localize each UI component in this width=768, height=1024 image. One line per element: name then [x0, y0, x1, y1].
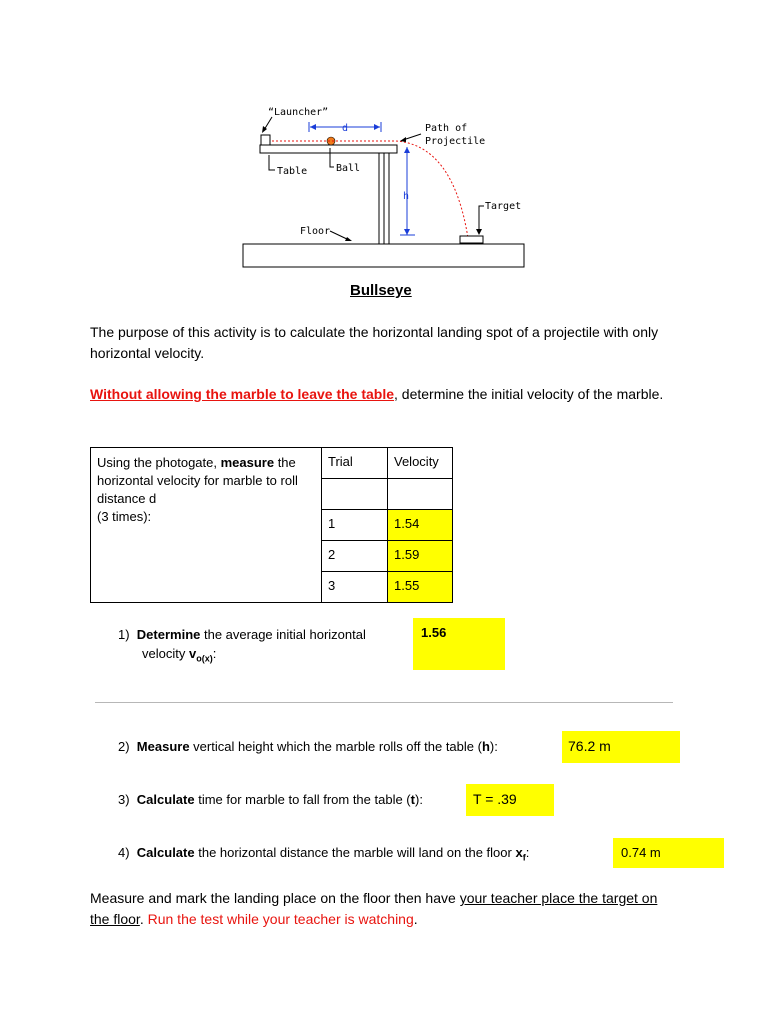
ball-label: Ball — [336, 163, 361, 174]
launcher-label: “Launcher” — [268, 107, 329, 118]
instruction-emphasis: Without allowing the marble to leave the table — [90, 386, 395, 402]
divider — [95, 702, 673, 703]
floor-slab — [243, 244, 524, 267]
empty-cell — [322, 479, 388, 510]
trial-number: 2 — [322, 541, 388, 572]
target — [460, 236, 483, 243]
step-2: 2) Measure vertical height which the marble rolls off the table (h): — [118, 739, 498, 754]
closing-underlined: your teacher place the target on the floor — [90, 890, 658, 927]
closing-paragraph: Measure and mark the landing place on the floor then have your teacher place the target on the floor. Run the test while your teacher is watching. — [90, 890, 658, 927]
launcher-block — [261, 135, 270, 145]
answer-box-2 — [562, 731, 680, 763]
trial-number: 1 — [322, 510, 388, 541]
target-label: Target — [485, 201, 522, 212]
velocity-value: 1.59 — [388, 541, 453, 572]
velocity-value: 1.54 — [388, 510, 453, 541]
trial-number: 3 — [322, 572, 388, 603]
intro-paragraph: The purpose of this activity is to calculate the horizontal landing spot of a projectile with only horizontal velocity. — [90, 324, 659, 361]
answer-4: 0.74 m — [621, 845, 661, 860]
step-1: 1) Determine the average initial horizontal velocity $v_{o(x)}$: — [118, 627, 366, 664]
step-4: 4) Calculate the horizontal distance the marble will land on the floor $x_f$: — [118, 845, 530, 863]
instruction-rest: , determine the initial velocity of the marble. — [394, 386, 664, 402]
trials-table — [90, 447, 453, 603]
h-label: h — [403, 191, 410, 202]
d-label: d — [342, 123, 349, 134]
instruction-paragraph — [90, 384, 690, 405]
velocity-value: 1.55 — [388, 572, 453, 603]
closing-red: Run the test while your teacher is watching — [147, 911, 414, 927]
step-3: 3) Calculate time for marble to fall from the table (t): — [118, 792, 423, 807]
table-description: Using the photogate, measure the horizontal velocity for marble to roll distance d (3 times): — [91, 448, 322, 603]
path-label-1: Path of — [425, 123, 468, 134]
header-velocity: Velocity — [388, 448, 453, 479]
table-label: Table — [277, 166, 308, 177]
answer-3: T = .39 — [473, 791, 517, 807]
floor-label: Floor — [300, 226, 331, 237]
projectile-diagram — [238, 100, 538, 272]
answer-2: 76.2 m — [568, 738, 611, 754]
answer-box-4 — [613, 838, 724, 868]
answer-box-1 — [413, 618, 505, 670]
answer-box-3 — [466, 784, 554, 816]
empty-cell — [388, 479, 453, 510]
header-trial: Trial — [322, 448, 388, 479]
table-top — [260, 145, 397, 153]
answer-1: 1.56 — [421, 625, 447, 640]
path-label-2: Projectile — [425, 136, 486, 147]
page-title: Bullseye — [350, 282, 412, 299]
